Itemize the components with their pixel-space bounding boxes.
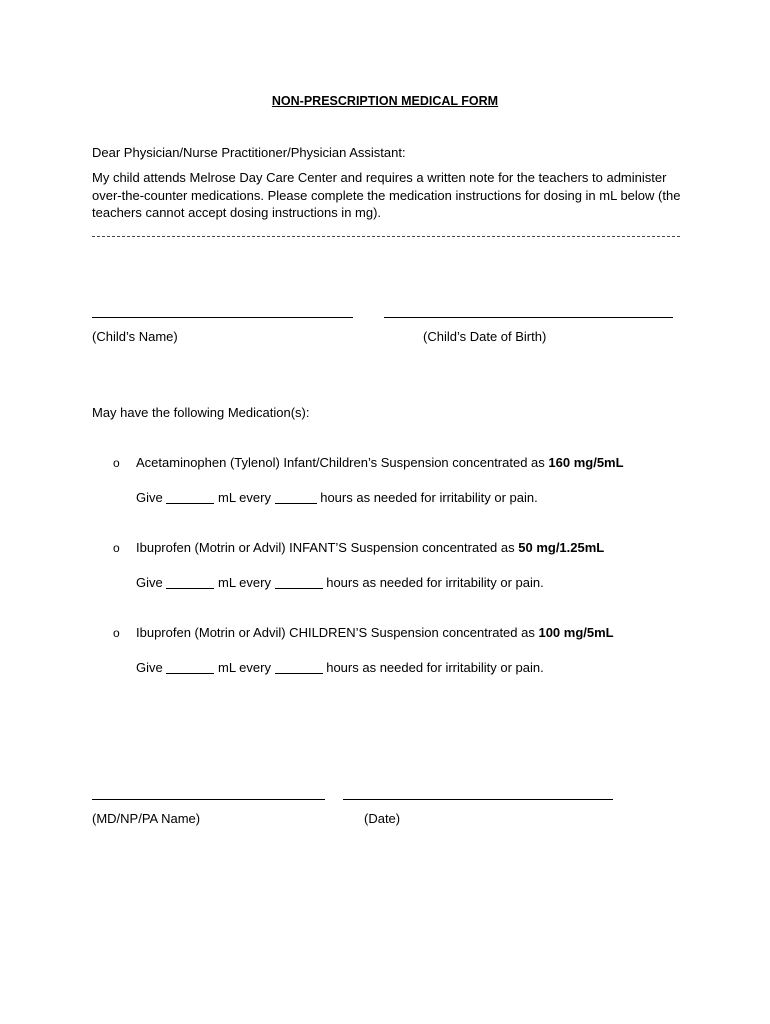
hours-blank[interactable]	[275, 491, 317, 504]
child-name-line[interactable]	[92, 317, 353, 318]
medication-concentration: 100 mg/5mL	[538, 625, 614, 640]
intro-paragraph: My child attends Melrose Day Care Center and requires a written note for the teachers to administer over-the-counter medications. Please complete the medication instructions for dosing in mL below (the teachers cannot accept dosing instructions in mg).	[92, 170, 681, 220]
hours-text: hours as needed for irritability or pain.	[320, 490, 538, 505]
medication-name: Ibuprofen (Motrin or Advil) INFANT’S Suspension concentrated as	[136, 540, 519, 555]
date-label: (Date)	[364, 811, 401, 826]
bullet-icon: o	[113, 456, 120, 470]
dosage-line	[136, 490, 538, 505]
provider-name-line[interactable]	[92, 799, 325, 800]
medications-heading: May have the following Medication(s):	[92, 405, 310, 420]
ml-blank[interactable]	[166, 576, 214, 589]
ml-blank[interactable]	[166, 491, 214, 504]
hours-blank[interactable]	[275, 576, 323, 589]
give-label: Give	[136, 575, 163, 590]
provider-name-label: (MD/NP/PA Name)	[92, 811, 201, 826]
medication-concentration: 50 mg/1.25mL	[518, 540, 605, 555]
medication-item	[136, 625, 614, 640]
date-line[interactable]	[343, 799, 613, 800]
ml-blank[interactable]	[166, 661, 214, 674]
dashed-divider	[92, 236, 680, 237]
ml-every-label: mL every	[217, 490, 271, 505]
medication-name: Acetaminophen (Tylenol) Infant/Children’s Suspension concentrated as	[136, 455, 549, 470]
bullet-icon: o	[113, 626, 120, 640]
hours-blank[interactable]	[275, 661, 323, 674]
medication-item	[136, 455, 624, 470]
dosage-line	[136, 575, 544, 590]
ml-every-label: mL every	[217, 575, 271, 590]
medication-concentration: 160 mg/5mL	[548, 455, 624, 470]
ml-every-label: mL every	[217, 660, 271, 675]
child-dob-line[interactable]	[384, 317, 673, 318]
bullet-icon: o	[113, 541, 120, 555]
salutation: Dear Physician/Nurse Practitioner/Physician Assistant:	[92, 145, 406, 160]
give-label: Give	[136, 490, 163, 505]
dosage-line	[136, 660, 544, 675]
hours-text: hours as needed for irritability or pain.	[326, 575, 544, 590]
give-label: Give	[136, 660, 163, 675]
child-name-label: (Child’s Name)	[92, 329, 178, 344]
medication-item	[136, 540, 604, 555]
medication-name: Ibuprofen (Motrin or Advil) CHILDREN’S Suspension concentrated as	[136, 625, 539, 640]
hours-text: hours as needed for irritability or pain.	[326, 660, 544, 675]
form-title: NON-PRESCRIPTION MEDICAL FORM	[271, 94, 499, 108]
child-dob-label: (Child’s Date of Birth)	[423, 329, 547, 344]
